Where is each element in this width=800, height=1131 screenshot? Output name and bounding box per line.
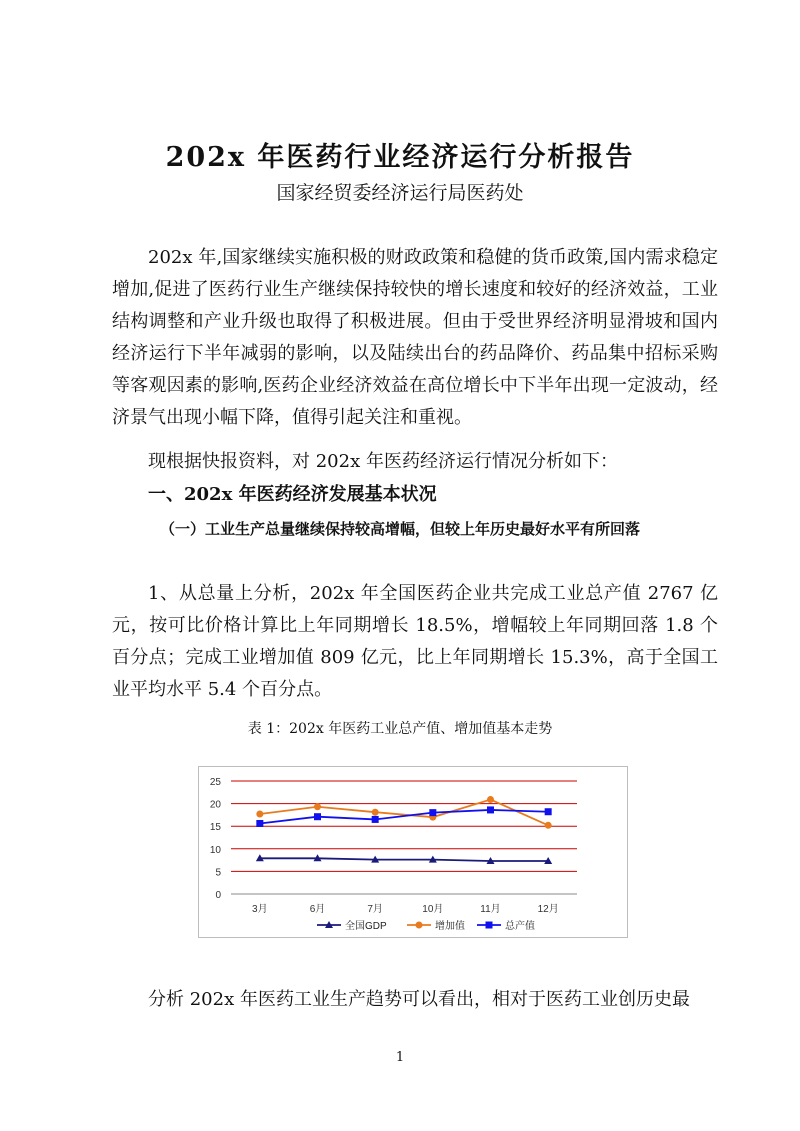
series-line bbox=[260, 858, 548, 861]
series-line bbox=[260, 810, 548, 824]
paragraph-analysis-lead: 现根据快报资料，对 202x 年医药经济运行情况分析如下： bbox=[148, 451, 618, 472]
report-title: 202x 年医药行业经济运行分析报告 bbox=[165, 142, 635, 173]
data-point bbox=[256, 810, 263, 817]
paragraph-total-output: 1、从总量上分析，202x 年全国医药企业共完成工业总产值 2767 亿元，按可比价格计算比上年同期增长 18.5%，增幅较上年同期回落 1.8 个百分点；完成工业增加值 809 亿元，比上年同期增长 15.3%，高于全国工业平均水平 5.4 个百分点。 bbox=[112, 583, 718, 700]
x-tick-label: 6月 bbox=[309, 904, 326, 915]
data-point bbox=[372, 816, 379, 823]
trend-chart bbox=[198, 766, 628, 938]
data-point bbox=[256, 820, 263, 827]
report-subtitle: 国家经贸委经济运行局医药处 bbox=[276, 182, 524, 204]
data-point bbox=[545, 808, 552, 815]
paragraph-trend: 分析 202x 年医药工业生产趋势可以看出，相对于医药工业创历史最 bbox=[148, 989, 690, 1010]
y-tick-label: 15 bbox=[209, 822, 221, 834]
data-point bbox=[429, 809, 436, 816]
paragraph-intro: 202x 年,国家继续实施积极的财政政策和稳健的货币政策,国内需求稳定增加,促进了医药行业生产继续保持较快的增长速度和较好的经济效益，工业结构调整和产业升级也取得了积极进展。但由于受世界经济明显滑坡和国内经济运行下半年减弱的影响，以及陆续出台的药品降价、药品集中招标采购等客观因素的影响,医药企业经济效益在高位增长中下半年出现一定波动，经济景气出现小幅下降，值得引起关注和重视。 bbox=[112, 247, 718, 428]
y-tick-label: 25 bbox=[209, 777, 221, 788]
legend-label: 全国GDP bbox=[345, 921, 387, 932]
trend-chart-svg bbox=[199, 767, 627, 937]
legend-marker bbox=[486, 922, 493, 929]
y-tick-label: 5 bbox=[215, 867, 221, 879]
legend-label: 总产值 bbox=[505, 921, 535, 932]
section-heading: 一、202x 年医药经济发展基本状况 bbox=[148, 484, 437, 505]
x-tick-label: 11月 bbox=[480, 904, 501, 915]
legend-label: 增加值 bbox=[435, 921, 465, 932]
x-tick-label: 12月 bbox=[537, 904, 559, 915]
data-point bbox=[487, 796, 494, 803]
data-point bbox=[545, 822, 552, 829]
data-point bbox=[487, 806, 494, 813]
legend-marker bbox=[416, 922, 423, 929]
page-number: 1 bbox=[395, 1050, 405, 1065]
data-point bbox=[314, 803, 321, 810]
y-tick-label: 20 bbox=[209, 799, 221, 811]
x-tick-label: 10月 bbox=[422, 904, 444, 915]
table-caption: 表 1：202x 年医药工业总产值、增加值基本走势 bbox=[247, 721, 553, 737]
data-point bbox=[372, 809, 379, 816]
data-point bbox=[314, 813, 321, 820]
y-tick-label: 0 bbox=[215, 890, 221, 901]
x-tick-label: 7月 bbox=[367, 904, 383, 915]
y-tick-label: 10 bbox=[209, 844, 221, 856]
subsection-heading: （一）工业生产总量继续保持较高增幅，但较上年历史最好水平有所回落 bbox=[160, 520, 641, 538]
x-tick-label: 3月 bbox=[252, 904, 268, 915]
